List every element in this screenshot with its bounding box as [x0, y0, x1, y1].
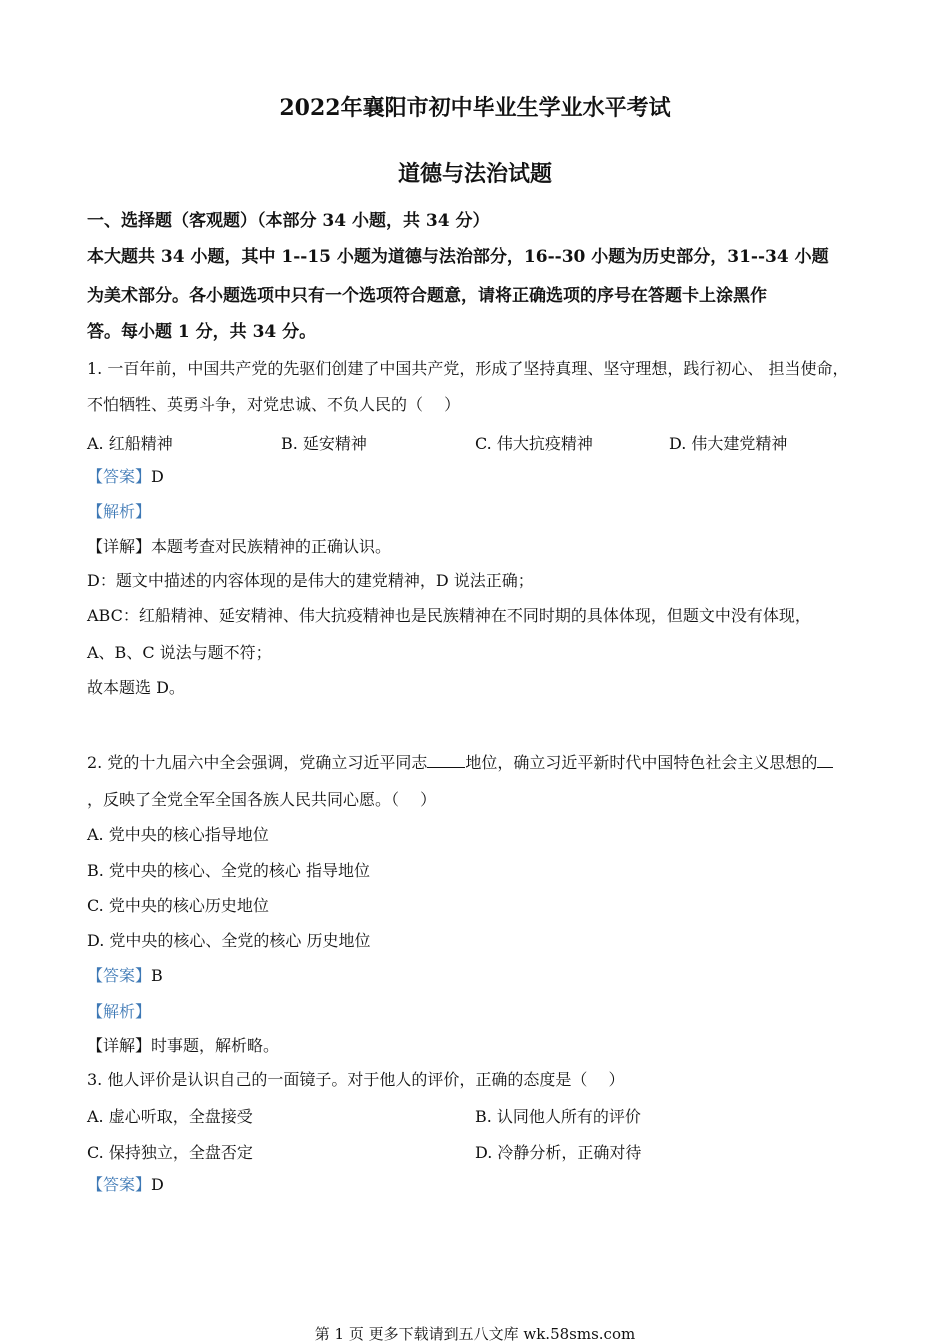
q2-stem-line-1 [87, 752, 833, 774]
answer-tag: 【答案】 [87, 966, 152, 985]
instruction-line-2: 为美术部分。各小题选项中只有一个选项符合题意，请将正确选项的序号在答题卡上涂黑作 [87, 286, 767, 306]
section-heading: 一、选择题（客观题）（本部分 34 小题，共 34 分） [87, 211, 490, 231]
q1-option-c: C. 伟大抗疫精神 [475, 434, 593, 453]
q3-option-c: C. 保持独立，全盘否定 [87, 1143, 253, 1162]
page-footer: 第 1 页 更多下载请到五八文库 wk.58sms.com [314, 1325, 636, 1343]
q1-detail-line-3: ABC：红船精神、延安精神、伟大抗疫精神也是民族精神在不同时期的具体体现，但题文中没有体现， [87, 606, 811, 625]
q1-option-b: B. 延安精神 [281, 434, 367, 453]
q3-option-a: A. 虚心听取，全盘接受 [87, 1107, 253, 1126]
q1-detail-line-4: A、B、C 说法与题不符； [87, 643, 272, 662]
q1-detail-line-2: D：题文中描述的内容体现的是伟大的建党精神，D 说法正确； [87, 571, 534, 590]
q1-option-d: D. 伟大建党精神 [669, 434, 788, 453]
q1-option-a: A. 红船精神 [87, 434, 173, 453]
q2-analysis-tag: 【解析】 [87, 1002, 152, 1021]
instruction-line-1: 本大题共 34 小题，其中 1--15 小题为道德与法治部分，16--30 小题为历史部分，31--34 小题 [87, 247, 829, 267]
instruction-line-3: 答。每小题 1 分，共 34 分。 [87, 322, 317, 342]
exam-title: 2022年襄阳市初中毕业生学业水平考试 [279, 95, 671, 121]
exam-subtitle: 道德与法治试题 [397, 161, 552, 187]
q2-stem-part-a: 2. 党的十九届六中全会强调，党确立习近平同志 [87, 753, 428, 772]
answer-value: D [151, 1175, 164, 1194]
q2-stem-line-2: ，反映了全党全军全国各族人民共同心愿。（ ） [87, 790, 437, 809]
fill-blank-1 [427, 753, 465, 768]
q3-answer [87, 1174, 164, 1196]
q3-option-b: B. 认同他人所有的评价 [475, 1107, 641, 1126]
answer-value: D [151, 467, 164, 486]
answer-tag: 【答案】 [87, 467, 152, 486]
q2-option-c: C. 党中央的核心历史地位 [87, 896, 269, 915]
q2-answer [87, 965, 163, 987]
answer-tag: 【答案】 [87, 1175, 152, 1194]
q1-detail-line-5: 故本题选 D。 [87, 678, 185, 697]
q1-answer [87, 466, 164, 488]
q3-option-d: D. 冷静分析，正确对待 [475, 1143, 642, 1162]
q2-option-a: A. 党中央的核心指导地位 [87, 825, 269, 844]
q3-stem: 3. 他人评价是认识自己的一面镜子。对于他人的评价，正确的态度是（ ） [87, 1070, 625, 1089]
q1-analysis-tag: 【解析】 [87, 502, 152, 521]
answer-value: B [151, 966, 163, 985]
q1-stem-line-2: 不怕牺牲、英勇斗争，对党忠诚、不负人民的（ ） [87, 395, 461, 414]
q2-option-b: B. 党中央的核心、全党的核心 指导地位 [87, 861, 371, 880]
q1-stem-line-1: 1. 一百年前，中国共产党的先驱们创建了中国共产党，形成了坚持真理、坚守理想，践行初心、 担当使命， [87, 359, 849, 378]
fill-blank-2 [817, 753, 833, 768]
q2-detail: 【详解】时事题，解析略。 [87, 1036, 280, 1055]
q2-option-d: D. 党中央的核心、全党的核心 历史地位 [87, 931, 371, 950]
q1-detail-line-1: 【详解】本题考查对民族精神的正确认识。 [87, 537, 392, 556]
q2-stem-part-b: 地位，确立习近平新时代中国特色社会主义思想的 [465, 753, 818, 772]
